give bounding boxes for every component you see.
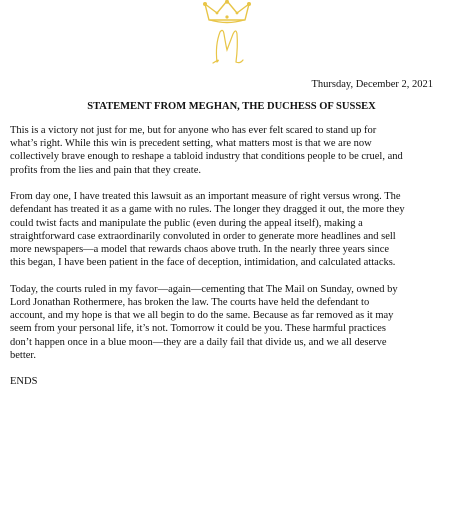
paragraph-1: This is a victory not just for me, but for anyone who has ever felt scared to stand up for what’s right. While this win is precedent setting, what matters most is that we are now collectively brave enough to reshape a tabloid industry that conditions people to be cruel, and profits from the lies and pain that they create.: [10, 125, 403, 176]
statement-body: [10, 124, 455, 402]
ends-marker: ENDS: [10, 376, 38, 388]
statement-date: Thursday, December 2, 2021: [311, 79, 433, 90]
paragraph-2: From day one, I have treated this lawsuit as an important measure of right versus wrong. The defendant has treated it as a game with no rules. The longer they dragged it out, the more they could twist facts and manipulate the public (even during the appeal itself), making a straightforward case extraordinarily convoluted in order to generate more headlines and sell more newspapers—a model that rewards chaos above truth. In the nearly three years since this began, I have been patient in the face of deception, intimidation, and calculated attacks.: [10, 191, 405, 269]
statement-title: STATEMENT FROM MEGHAN, THE DUCHESS OF SUSSEX: [87, 101, 376, 112]
paragraph-3: Today, the courts ruled in my favor—again—cementing that The Mail on Sunday, owned by Lord Jonathan Rothermere, has broken the law. The courts have held the defendant to account, and my hope is that we all begin to do the same. Because as far removed as it may seem from your personal life, it’s not. Tomorrow it could be you. These harmful practices don’t happen once in a blue moon—they are a daily fail that divide us, and we all deserve better.: [10, 283, 398, 361]
crown-m-monogram-icon: [195, 0, 259, 68]
